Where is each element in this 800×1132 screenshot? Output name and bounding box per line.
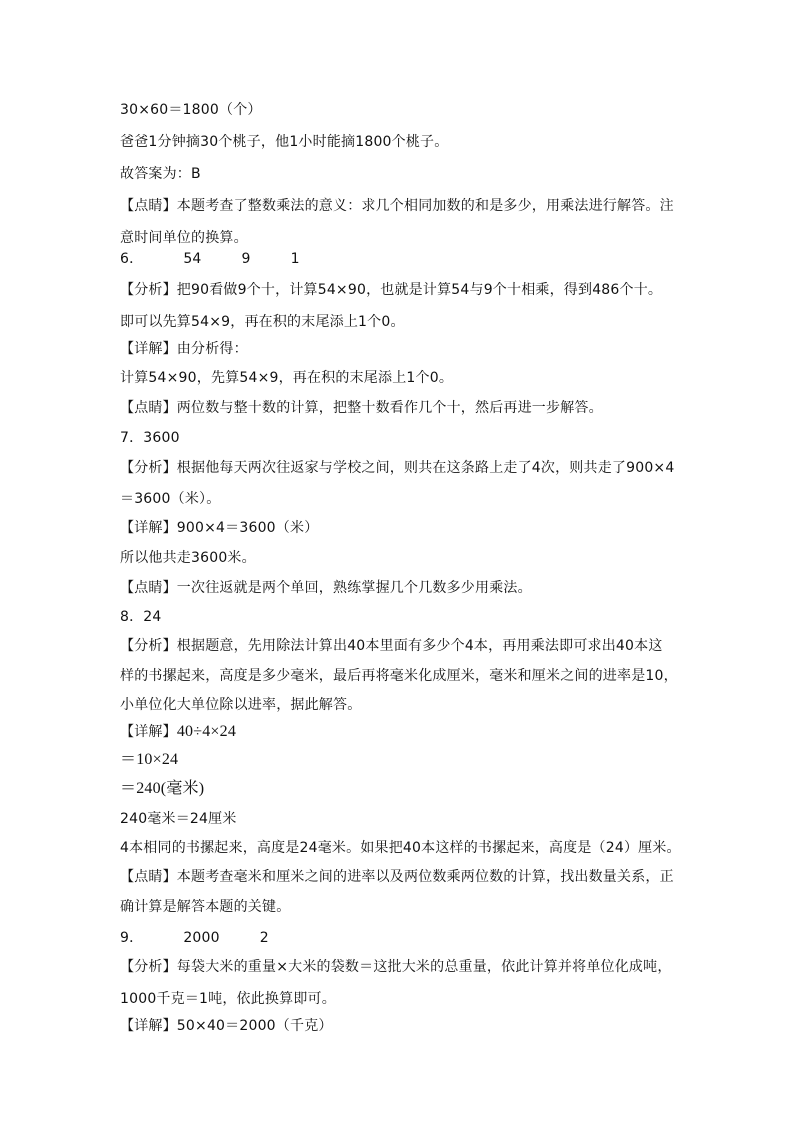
line-30: 【详解】50×40＝2000（千克） bbox=[120, 1018, 333, 1034]
line-9: 计算54×90，先算54×9，再在积的末尾添上1个0。 bbox=[120, 370, 454, 386]
q9-number: 9． bbox=[120, 930, 144, 946]
q9-answer-line bbox=[120, 928, 269, 948]
line-15: 所以他共走3600米。 bbox=[120, 550, 256, 566]
line-10: 【点睛】两位数与整十数的计算，把整十数看作几个十，然后再进一步解答。 bbox=[120, 400, 603, 416]
q9-blank-1: 2000 bbox=[183, 930, 220, 946]
line-20: 小单位化大单位除以进率，据此解答。 bbox=[120, 697, 362, 713]
line-17: 8．24 bbox=[120, 609, 162, 625]
line-14: 【详解】900×4＝3600（米） bbox=[120, 520, 319, 536]
line-11: 7．3600 bbox=[120, 430, 180, 446]
line-27: 确计算是解答本题的关键。 bbox=[120, 899, 291, 915]
line-24: 240毫米＝24厘米 bbox=[120, 811, 237, 827]
line-3: 故答案为：B bbox=[120, 166, 201, 182]
q6-blank-2: 9 bbox=[241, 251, 251, 267]
detail-label: 【详解】 bbox=[120, 724, 177, 740]
line-25: 4本相同的书摞起来，高度是24毫米。如果把40本这样的书摞起来，高度是（24）厘米。 bbox=[120, 840, 681, 856]
line-16: 【点睛】一次往返就是两个单回，熟练掌握几个几数多少用乘法。 bbox=[120, 580, 532, 596]
formula-step-1: 40÷4×24 bbox=[176, 723, 237, 740]
line-13: ＝3600（米）。 bbox=[120, 491, 221, 507]
q6-blank-3: 1 bbox=[290, 251, 300, 267]
q6-number: 6． bbox=[120, 251, 144, 267]
line-7: 即可以先算54×9，再在积的末尾添上1个0。 bbox=[120, 314, 405, 330]
formula-step-2: ＝10×24 bbox=[120, 751, 179, 768]
line-8: 【详解】由分析得： bbox=[120, 341, 248, 357]
line-18: 【分析】根据题意，先用除法计算出40本里面有多少个4本，再用乘法即可求出40本这 bbox=[120, 638, 663, 654]
line-19: 样的书摞起来，高度是多少毫米，最后再将毫米化成厘米，毫米和厘米之间的进率是10， bbox=[120, 668, 678, 684]
q9-blank-2: 2 bbox=[259, 930, 269, 946]
line-5: 意时间单位的换算。 bbox=[120, 230, 248, 246]
line-12: 【分析】根据他每天两次往返家与学校之间，则共在这条路上走了4次，则共走了900×4 bbox=[120, 460, 675, 476]
q8-detail-line bbox=[120, 722, 236, 742]
line-28: 【分析】每袋大米的重量×大米的袋数＝这批大米的总重量，依此计算并将单位化成吨， bbox=[120, 959, 672, 975]
q6-blank-1: 54 bbox=[183, 251, 202, 267]
q6-answer-line bbox=[120, 249, 300, 269]
line-6: 【分析】把90看做9个十，计算54×90，也就是计算54与9个十相乘，得到486个十。 bbox=[120, 282, 663, 298]
line-26: 【点睛】本题考查毫米和厘米之间的进率以及两位数乘两位数的计算，找出数量关系，正 bbox=[120, 869, 674, 885]
line-29: 1000千克＝1吨，依此换算即可。 bbox=[120, 991, 336, 1007]
formula-step-3: ＝240(毫米) bbox=[120, 780, 205, 797]
line-2: 爸爸1分钟摘30个桃子，他1小时能摘1800个桃子。 bbox=[120, 134, 449, 150]
line-4: 【点睛】本题考查了整数乘法的意义：求几个相同加数的和是多少，用乘法进行解答。注 bbox=[120, 198, 674, 214]
line-1: 30×60＝1800（个） bbox=[120, 102, 262, 118]
